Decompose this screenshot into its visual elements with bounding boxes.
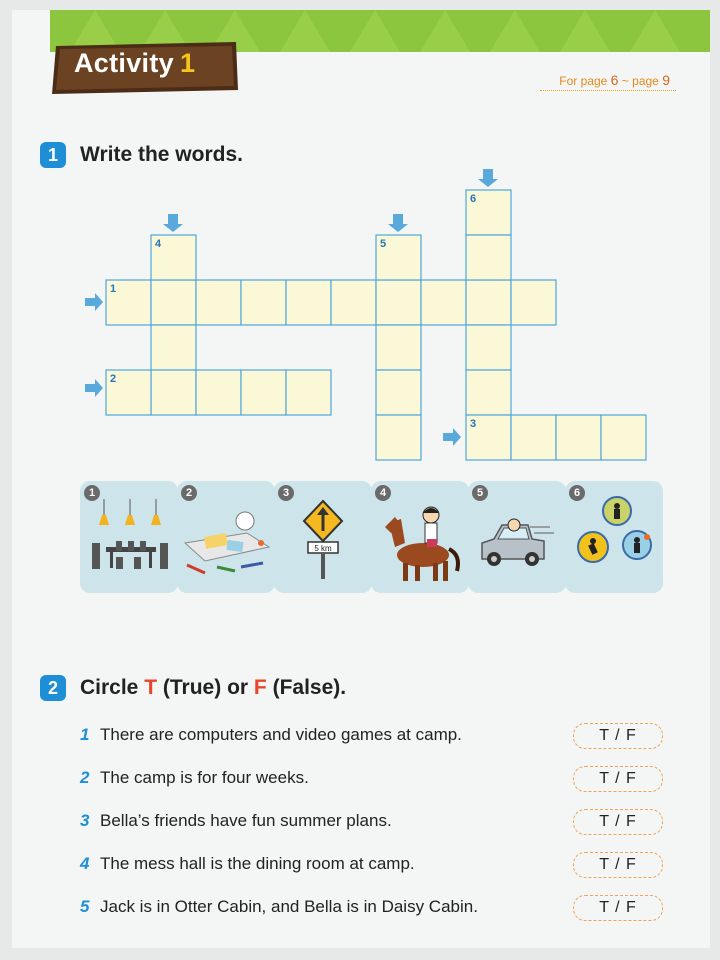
question-text: There are computers and video games at camp. [100, 725, 462, 744]
section2-heading [40, 675, 346, 701]
clue-number-6: 6 [470, 193, 477, 205]
question-row [80, 766, 680, 792]
question-number: 3 [80, 811, 90, 830]
picture-number: 4 [375, 485, 391, 501]
question-text: Jack is in Otter Cabin, and Bella is in Daisy Cabin. [100, 897, 478, 916]
true-false-choice[interactable]: T / F [573, 766, 663, 792]
crossword-word-4 [151, 235, 196, 415]
clue-number-1: 1 [110, 283, 117, 295]
true-false-choice[interactable]: T / F [573, 723, 663, 749]
picture-clue-4 [371, 481, 469, 593]
messy-desk-icon [177, 481, 275, 593]
question-row [80, 895, 680, 921]
section1-title: Write the words. [80, 143, 243, 166]
sign-distance-text: 5 km [314, 544, 332, 553]
picture-number: 3 [278, 485, 294, 501]
picture-clue-6 [565, 481, 663, 593]
picture-number: 2 [181, 485, 197, 501]
crossword-word-1 [106, 280, 556, 325]
crossword-word-5 [376, 235, 421, 460]
dining-room-icon [80, 481, 178, 593]
question-text: The mess hall is the dining room at camp. [100, 854, 415, 873]
page-range: For page 6 ~ page 9 [559, 72, 670, 88]
clue-number-3: 3 [470, 418, 477, 430]
crossword-grid [12, 10, 710, 480]
picture-clue-1 [80, 481, 178, 593]
false-letter: F [253, 676, 267, 699]
question-text: Bella’s friends have fun summer plans. [100, 811, 392, 830]
true-false-choice[interactable]: T / F [573, 852, 663, 878]
question-number: 5 [80, 897, 90, 916]
picture-number: 1 [84, 485, 100, 501]
picture-clues [80, 481, 664, 593]
worksheet-page [12, 10, 710, 948]
activity-heading: Activity 1 [74, 48, 196, 78]
crossword-word-2 [106, 370, 331, 415]
road-sign-icon [274, 481, 372, 593]
question-row [80, 809, 680, 835]
picture-number: 5 [472, 485, 488, 501]
question-number: 4 [80, 854, 90, 873]
horse-riding-icon [371, 481, 469, 593]
picture-number: 6 [569, 485, 585, 501]
question-number: 2 [80, 768, 90, 787]
picture-clue-2 [177, 481, 275, 593]
true-false-choice[interactable]: T / F [573, 809, 663, 835]
picture-clue-5 [468, 481, 566, 593]
section1-number: 1 [40, 142, 66, 168]
clue-number-2: 2 [110, 373, 117, 385]
section2-title: Circle T (True) or F (False). [80, 676, 347, 699]
question-row [80, 723, 680, 749]
sports-badges-icon [565, 481, 663, 593]
section2-number: 2 [40, 675, 66, 701]
picture-clue-3 [274, 481, 372, 593]
crossword-word-3 [511, 415, 646, 460]
activity-number: 1 [179, 48, 196, 78]
question-row [80, 852, 680, 878]
question-number: 1 [80, 725, 90, 744]
clue-number-5: 5 [380, 238, 387, 250]
true-letter: T [144, 676, 158, 699]
question-text: The camp is for four weeks. [100, 768, 309, 787]
car-driving-icon [468, 481, 566, 593]
clue-number-4: 4 [155, 238, 162, 250]
true-false-choice[interactable]: T / F [573, 895, 663, 921]
